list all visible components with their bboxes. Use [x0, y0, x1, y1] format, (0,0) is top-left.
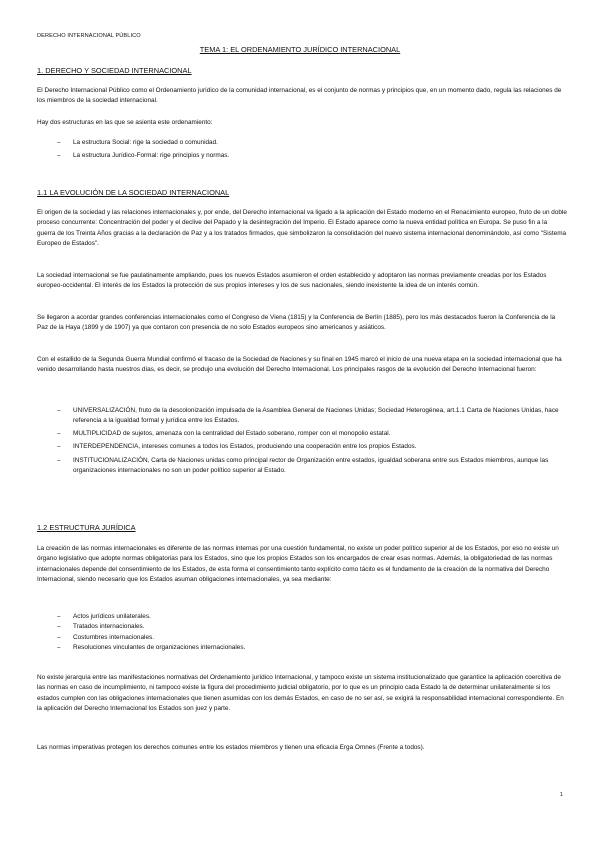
- list-item-text: MULTIPLICIDAD de sujetos, amenaza con la centralidad del Estado soberano, romper con el monopolio estatal.: [73, 430, 391, 438]
- section-heading-1-1: 1.1 LA EVOLUCIÓN DE LA SOCIEDAD INTERNACIONAL: [37, 188, 230, 197]
- dash-bullet-icon: –: [57, 407, 61, 414]
- list-item: [37, 429, 567, 439]
- section-heading-1: 1. DERECHO Y SOCIEDAD INTERNACIONAL: [37, 66, 192, 75]
- list-item-text: INSTITUCIONALIZACIÓN, Carta de Naciones unidas como principal rector de Organización entre estados, igualdad soberana entre sus Estados miembros, aunque las organizaciones internacionales no son un poder político superior al Estado.: [73, 456, 549, 474]
- list-item-text: Resoluciones vinculantes de organizaciones internacionales.: [73, 643, 246, 651]
- list-item-text: La estructura Jurídico-Formal: rige principios y normas.: [73, 152, 230, 160]
- list-item: [37, 138, 567, 148]
- list-item: [37, 622, 567, 632]
- paragraph-text: Hay dos estructuras en las que se asienta este ordenamiento:: [37, 119, 213, 126]
- paragraph-text: La creación de las normas internacionales es diferente de las normas internas por una cuestión fundamental, no existe un poder político superior al de los Estados, por eso no existe un órgano legislativo que adopte normas obligatorias para los Estados, sino que los propios Estados son los encargados de crear esas normas. Además, la obligatoriedad de las normas internacionales depende del consentimiento de los Estados, de esta forma el consentimiento tanto explícito como tácito es el fundamento de la creación de la normativa del Derecho Internacional, siendo necesario que los Estados asuman obligaciones internacionales, ya sea mediante:: [37, 545, 559, 583]
- bullet-list: [37, 406, 567, 479]
- list-item: [37, 406, 567, 427]
- dash-bullet-icon: –: [57, 613, 61, 620]
- dash-bullet-icon: –: [57, 139, 61, 146]
- paragraph-text: Se llegaron a acordar grandes conferencias internacionales como el Congreso de Viena (1815) y la Conferencia de Berlín (1885), pero los más destacados fueron la Conferencia de la Paz de la Haya (1899 y de 1907) ya que contaron con presencia de no solo Estados europeos sino americanos y asiáticos.: [37, 314, 556, 332]
- list-item-text: Actos jurídicos unilaterales.: [73, 613, 151, 620]
- list-item-text: Tratados internacionales.: [73, 623, 145, 631]
- bullet-list: [37, 138, 567, 164]
- paragraph: [37, 355, 567, 376]
- paragraph-text: El Derecho Internacional Público como el Ordenamiento jurídico de la comunidad internacional, es el conjunto de normas y principios que, en un momento dado, regula las relaciones de los miembros de la sociedad internacional.: [37, 87, 562, 105]
- list-item: [37, 643, 567, 653]
- paragraph: [37, 743, 567, 753]
- list-item: [37, 456, 567, 477]
- paragraph: [37, 673, 567, 714]
- dash-bullet-icon: –: [57, 623, 61, 631]
- document-title: TEMA 1: EL ORDENAMIENTO JURÍDICO INTERNACIONAL: [199, 45, 401, 54]
- list-item-text: INTERDEPENDENCIA, intereses comunes a todos los Estados, produciendo una cooperación entre los propios Estados.: [73, 443, 417, 451]
- paragraph-text: No existe jerarquía entre las manifestaciones normativas del Ordenamiento jurídico Internacional, y tampoco existe un sistema institucionalizado que garantice la aplicación coercitiva de las normas en caso de incumplimiento, ni tampoco existe la figura del procedimiento judicial obligatorio, por lo que es un principio cada Estado la de determinar unilateralmente si los estados cumplen con las obligaciones internacionales que tienen asumidas con los demás Estados, en caso de no ser así, se exigirá la responsabilidad internacional correspondiente. En la aplicación del Derecho Internacional los Estados son juez y parte.: [37, 674, 564, 712]
- list-item: [37, 151, 567, 161]
- dash-bullet-icon: –: [57, 633, 61, 641]
- dash-bullet-icon: –: [57, 152, 61, 160]
- dash-bullet-icon: –: [57, 456, 61, 464]
- bullet-list: [37, 612, 567, 653]
- list-item-text: UNIVERSALIZACIÓN, fruto de la descolonización impulsada de la Asamblea General de Naciones Unidas; Sociedad Heterogénea, art.1.1 Carta de Naciones Unidas, hace referencia a la igualdad formal y jurídica entre los Estados.: [73, 407, 559, 425]
- paragraph: [37, 544, 567, 585]
- paragraph-text: El origen de la sociedad y las relaciones internacionales y, por ende, del Derecho internacional va ligado a la aplicación del Estado moderno en el Renacimiento europeo, fruto de un doble proceso concurrente: Concentración del poder y el declive del Papado y la desintegración del Imperio. El Estado aparece como la nueva entidad política en Europa. Se puso fin a la guerra de los Treinta Años gracias a la declaración de Paz y a los tratados firmados, que simbolizaron la consolidación del nuevo sistema internacional denominándolo, así como "Sistema Europeo de Estados".: [37, 209, 567, 247]
- dash-bullet-icon: –: [57, 430, 61, 438]
- page-number: 1: [559, 792, 563, 798]
- paragraph: [37, 313, 567, 334]
- paragraph-text: Las normas imperativas protegen los derechos comunes entre los estados miembros y tienen una eficacia Erga Omnes (Frente a todos).: [37, 744, 425, 751]
- running-header: DERECHO INTERNACIONAL PÚBLICO: [37, 33, 141, 39]
- dash-bullet-icon: –: [57, 443, 61, 451]
- list-item: [37, 633, 567, 643]
- paragraph: [37, 118, 567, 128]
- paragraph: [37, 86, 567, 107]
- paragraph-text: Con el estallido de la Segunda Guerra Mundial confirmó el fracaso de la Sociedad de Naciones y su final en 1945 marcó el inicio de una nueva etapa en la sociedad internacional que ha venido desarrollando hasta nuestros días, es decir, se produjo una evolución del Derecho Internacional. Los principales rasgos de la evolución del Derecho Internacional fueron:: [37, 356, 562, 374]
- paragraph: [37, 271, 567, 292]
- list-item-text: Costumbres internacionales.: [73, 633, 154, 641]
- list-item: [37, 612, 567, 622]
- list-item-text: La estructura Social: rige la sociedad o comunidad.: [73, 139, 218, 146]
- paragraph-text: La sociedad internacional se fue paulatinamente ampliando, pues los nuevos Estados asumieron el orden establecido y adoptaron las normas previamente creadas por los Estados europeo-occidental. El interés de los Estados la protección de sus propios intereses y los de sus nacionales, siendo inexistente la idea de un interés común.: [37, 272, 547, 290]
- dash-bullet-icon: –: [57, 643, 61, 651]
- paragraph: [37, 208, 567, 249]
- list-item: [37, 442, 567, 452]
- section-heading-1-2: 1.2 ESTRUCTURA JURÍDICA: [37, 523, 136, 532]
